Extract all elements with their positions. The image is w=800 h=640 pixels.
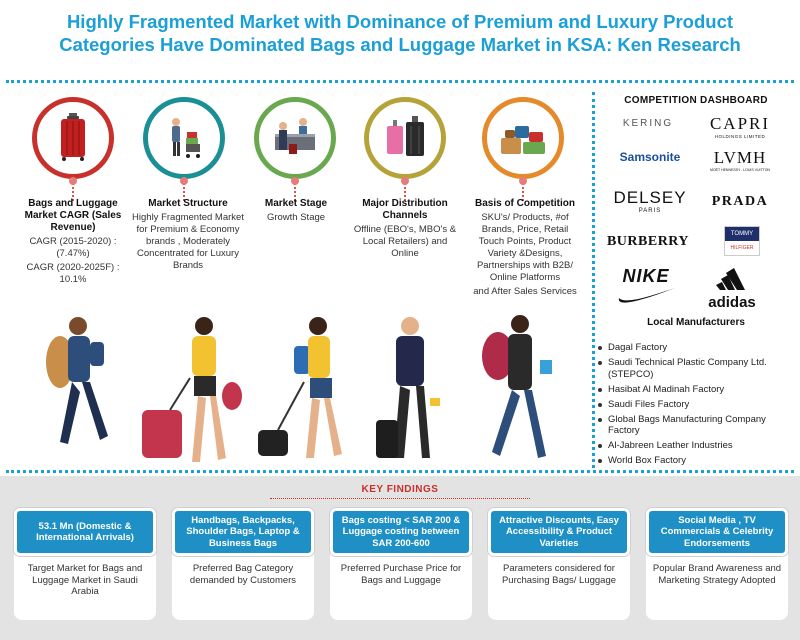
finding-text: Preferred Purchase Price for Bags and Luggage (340, 563, 462, 586)
market-stage-text: Growth Stage (266, 212, 326, 223)
title-line-1: Highly Fragmented Market with Dominance of Premium and Luxury Product (66, 11, 734, 32)
delsey-sub: PARIS (638, 208, 662, 214)
list-item: Al-Jabreen Leather Industries (596, 440, 796, 452)
market-structure-column (132, 198, 244, 274)
market-stage-heading: Market Stage (264, 198, 328, 209)
finding-text: Target Market for Bags and Luggage Market in Saudi Arabia (27, 563, 143, 597)
competition-circle (482, 97, 564, 179)
market-structure-text: Highly Fragmented Market for Premium & Economy brands , Moderately Concentrated for Luxury Brands (132, 212, 244, 271)
traveler-red-backpack (482, 315, 552, 458)
luggage-stack-icon (493, 108, 553, 168)
capri-sub: HOLDINGS LIMITED (714, 134, 766, 139)
local-manufacturers-title: Local Manufacturers (647, 317, 745, 328)
competition-basis-column (468, 198, 582, 300)
finding-headline: 53.1 Mn (Domestic & International Arrivals) (14, 508, 156, 556)
list-item: Dagal Factory (596, 342, 796, 354)
suitcase-icon (43, 108, 103, 168)
finding-text: Preferred Bag Category demanded by Customers (189, 563, 297, 586)
key-findings-title: KEY FINDINGS (361, 484, 439, 495)
cagr-heading: Bags and Luggage Market CAGR (Sales Revenue) (24, 198, 122, 233)
market-stage-column (250, 198, 342, 226)
finding-card (172, 508, 314, 620)
airport-cart-icon (154, 108, 214, 168)
finding-card (646, 508, 788, 620)
finding-headline: Social Media , TV Commercials & Celebrity Endorsements (646, 508, 788, 556)
nike-swoosh-icon (615, 286, 677, 306)
competition-dashboard-title: COMPETITION DASHBOARD (624, 95, 768, 106)
check-in-counter-icon (265, 108, 325, 168)
cagr-2015-2020: CAGR (2015-2020) : (7.47%) (29, 236, 117, 259)
distribution-heading: Major Distribution Channels (362, 198, 448, 221)
finding-headline: Bags costing < SAR 200 & Luggage costing between SAR 200-600 (330, 508, 472, 556)
traveler-yellow-tshirt (258, 317, 342, 458)
delsey-name: DELSEY (613, 188, 687, 207)
distribution-column (352, 198, 458, 262)
capri-logo (700, 114, 780, 139)
local-manufacturers-list (596, 342, 796, 470)
list-item: World Box Factory (596, 455, 796, 467)
prada-logo: PRADA (711, 194, 769, 209)
luggage-pair-icon (375, 108, 435, 168)
vertical-divider (592, 92, 595, 468)
samsonite-logo: Samsonite (619, 150, 681, 164)
cagr-column (14, 198, 132, 288)
list-item: Saudi Technical Plastic Company Ltd. (STEPCO) (596, 357, 796, 380)
distribution-circle (364, 97, 446, 179)
adidas-logo (700, 266, 764, 310)
finding-headline: Handbags, Backpacks, Shoulder Bags, Laptop & Business Bags (172, 508, 314, 556)
kering-logo: KERING (622, 118, 674, 129)
list-item: Saudi Files Factory (596, 399, 796, 411)
competition-basis-text: SKU's/ Products, #of Brands, Price, Retail Touch Points, Product Variety &Designs, Partnerships with B2B/ Online Platforms (476, 212, 574, 283)
distribution-text: Offline (EBO's, MBO's & Local Retailers) and Online (353, 224, 457, 259)
market-structure-heading: Market Structure (148, 198, 228, 209)
list-item: Hasibat Al Madinah Factory (596, 384, 796, 396)
finding-headline: Attractive Discounts, Easy Accessibility & Product Varieties (488, 508, 630, 556)
finding-text: Popular Brand Awareness and Marketing Strategy Adopted (652, 563, 782, 586)
finding-card (488, 508, 630, 620)
tommy-name: TOMMY (725, 227, 759, 241)
title-divider (6, 80, 794, 83)
delsey-logo (610, 188, 690, 214)
burberry-logo: BURBERRY (606, 234, 690, 249)
capri-name: CAPRI (709, 114, 771, 133)
competition-basis-heading: Basis of Competition (474, 198, 575, 209)
tommy-logo (724, 226, 760, 256)
page-title (0, 10, 800, 56)
cagr-2020-2025: CAGR (2020-2025F) : 10.1% (26, 262, 120, 285)
lvmh-sub: MOËT HENNESSY . LOUIS VUITTON (710, 168, 770, 172)
finding-card (330, 508, 472, 620)
nike-logo (612, 266, 680, 310)
title-line-2: Categories Have Dominated Bags and Luggage Market in KSA: Ken Research (59, 34, 741, 55)
lvmh-logo (700, 148, 780, 172)
finding-text: Parameters considered for Purchasing Bags/ Luggage (501, 563, 617, 586)
tommy-sub: HILFIGER (725, 241, 759, 255)
lvmh-name: LVMH (713, 148, 767, 167)
adidas-stripes-icon (712, 266, 752, 290)
traveler-yellow-shirt (142, 317, 242, 462)
market-stage-circle (254, 97, 336, 179)
traveler-navy-sweater (376, 317, 440, 458)
traveler-backpacker (46, 317, 108, 444)
list-item: Global Bags Manufacturing Company Factory (596, 414, 796, 437)
nike-name: NIKE (622, 266, 670, 286)
travelers-illustration (20, 312, 590, 472)
competition-basis-text-2: and After Sales Services (473, 286, 577, 297)
key-findings-underline (270, 498, 530, 499)
suitcase-circle (32, 97, 114, 179)
finding-card (14, 508, 156, 620)
adidas-name: adidas (708, 294, 756, 311)
market-structure-circle (143, 97, 225, 179)
